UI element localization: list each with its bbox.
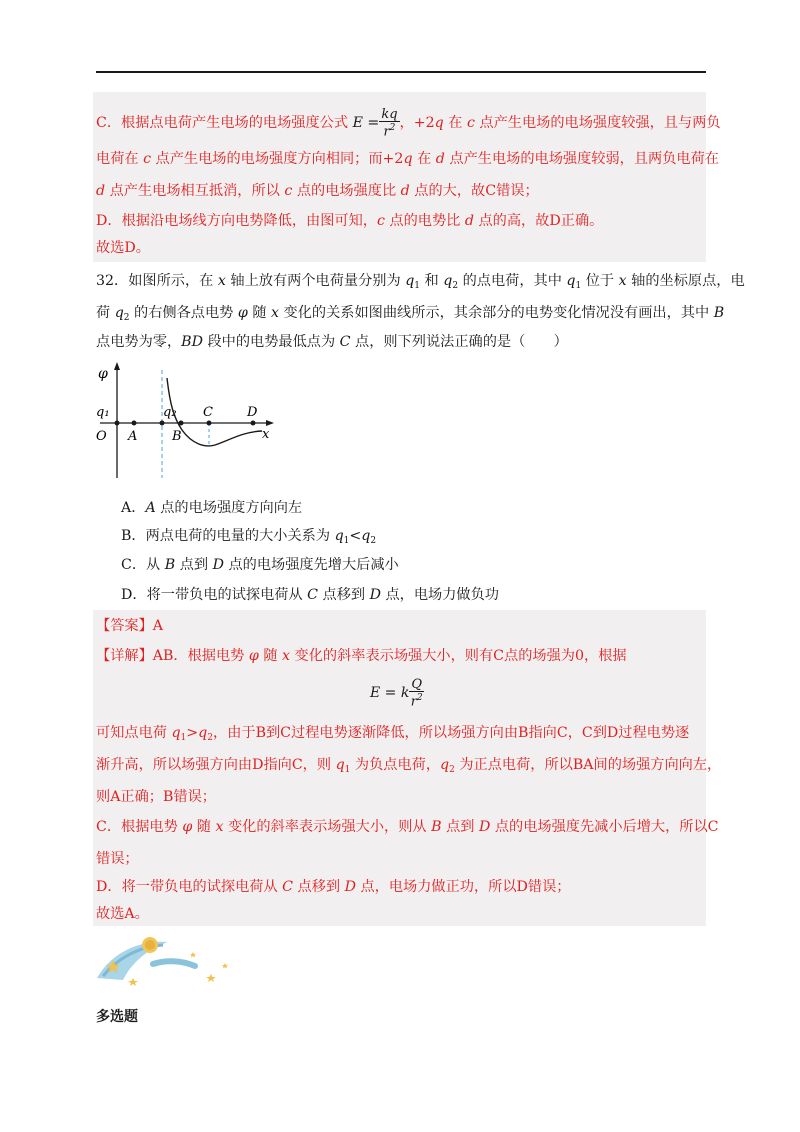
header-rule [96,71,706,73]
option-b: B．两点电荷的电量的大小关系为 $q_1<q_2$ [121,528,377,546]
section-heading: 多选题 [96,1009,138,1025]
prev-option-d: D．根据沿电场线方向电势降低，由图可知，c 点的电势比 d 点的高，故D正确。 [96,213,604,229]
label-q1: q₁ [96,405,110,420]
option-a: A．A 点的电场强度方向向左 [121,500,303,516]
label-q2: q₂ [163,405,177,420]
label-x: x [262,427,270,442]
point-a [132,421,137,426]
point-d [251,421,256,426]
detail-option-c-line1: C．根据电势 φ 随 x 变化的斜率表示场强大小，则从 B 点到 D 点的电场强度先减小后增大，所以C [96,819,719,835]
prev-option-c-line1: C．根据点电荷产生电场的电场强度公式 E = $\frac{kq}{r^2}$ ，+2q 在 c 点产生电场的电场强度较强，且与两负 [96,107,721,140]
decorative-moon-logo [93,930,243,990]
label-b: B [172,429,182,444]
option-d: D．将一带负电的试探电荷从 C 点移到 D 点，电场力做负功 [121,587,499,603]
answer-conclusion: 故选A。 [96,906,149,922]
prev-conclusion: 故选D。 [96,240,150,256]
label-o: O [96,429,107,444]
question-line3: 点电势为零，BD 段中的电势最低点为 C 点，则下列说法正确的是（ ） [96,334,568,350]
question-line2: 荷 $q_2$ 的右侧各点电势 φ 随 x 变化的关系如图曲线所示，其余部分的电势变化情况没有画出，其中 B [96,305,725,323]
prev-option-c-line3: d 点产生电场相互抵消，所以 c 点的电场强度比 d 点的大，故C错误； [96,183,539,199]
detail-line2: 可知点电荷 $q_1>q_2$，由于B到C过程电势逐渐降低，所以场强方向由B指向C，C到D过程电势逐 [96,725,690,743]
detail-line1: 【详解】AB．根据电势 φ 随 x 变化的斜率表示场强大小，则有C点的场强为0，根据 [96,648,627,664]
prev-option-c-line2: 电荷在 c 点产生电场的电场强度方向相同；而+2q 在 d 点产生电场的电场强度较弱，且两负电荷在 [96,151,719,167]
potential-graph [90,360,290,485]
detail-option-d: D．将一带负电的试探电荷从 C 点移到 D 点，电场力做正功，所以D错误； [96,879,571,895]
label-d: D [247,405,258,420]
coulomb-formula: E = k $\frac{Q}{r^2}$ [370,677,423,710]
x-axis [100,420,274,426]
question-line1: 32．如图所示，在 x 轴上放有两个电荷量分别为 $q_1$ 和 $q_2$ 的点电荷，其中 $q_1$ 位于 x 轴的坐标原点，电 [96,273,745,291]
detail-line4: 则A正确；B错误； [96,789,216,805]
point-q1 [115,421,120,426]
point-q2 [160,421,165,426]
label-c: C [203,405,213,420]
point-c [207,421,212,426]
detail-line3: 渐升高，所以场强方向由D指向C，则 $q_1$ 为负点电荷，$q_2$ 为正点电荷，所以BA间的场强方向向左， [96,757,722,775]
detail-option-c-line2: 错误； [96,851,139,867]
y-axis [114,362,120,478]
label-phi: φ [98,366,108,382]
answer-label: 【答案】A [96,618,163,634]
option-c: C．从 B 点到 D 点的电场强度先增大后减小 [121,557,399,573]
label-a: A [128,429,138,444]
point-b [179,421,184,426]
